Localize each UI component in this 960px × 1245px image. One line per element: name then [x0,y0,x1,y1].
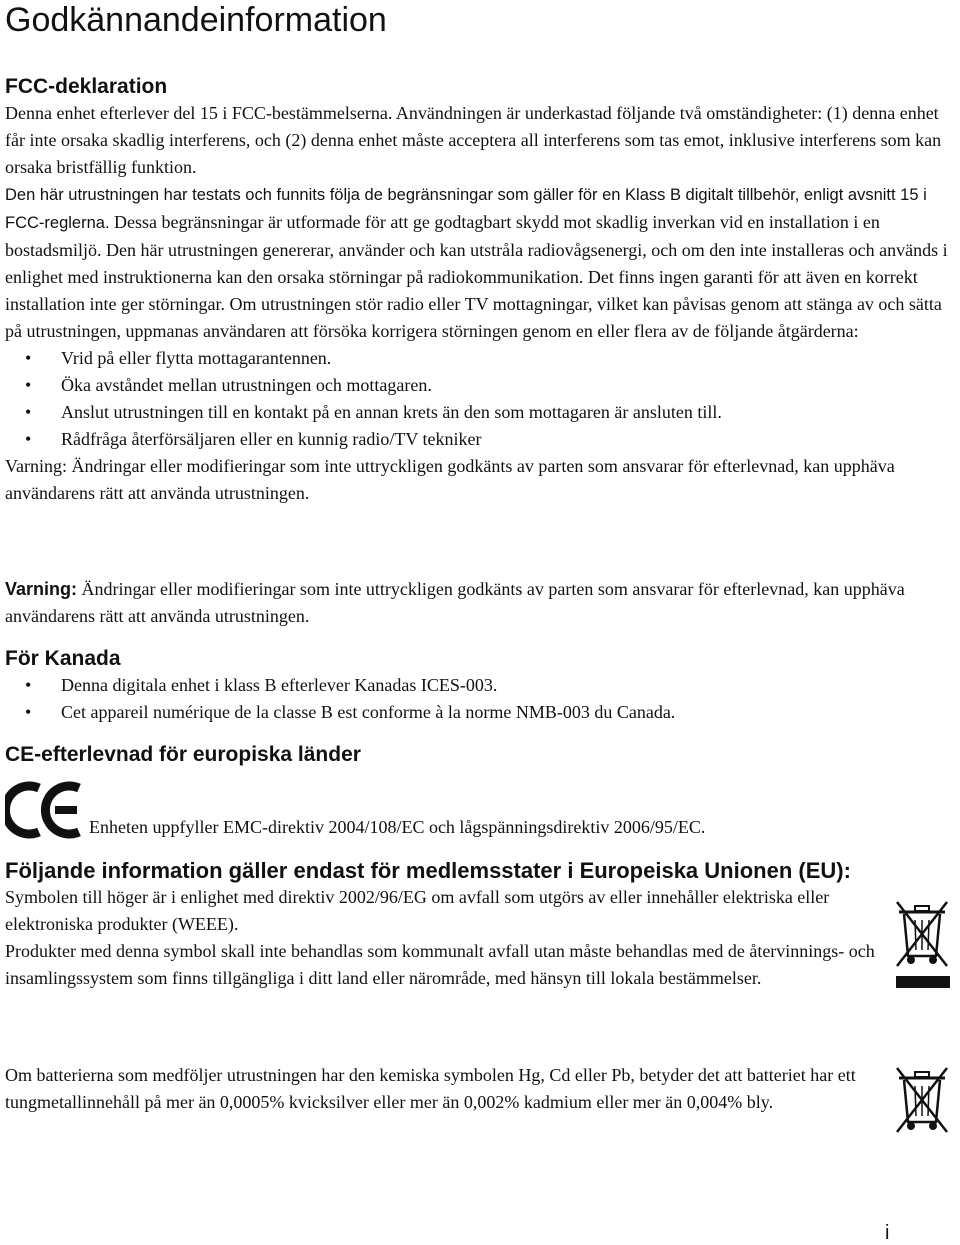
page-number: i [885,1222,890,1244]
list-item: • Anslut utrustningen till en kontakt på en annan krets än den som mottagaren är ansluten till. [5,399,953,426]
battery-bin-icon [893,1066,951,1134]
battery-paragraph: Om batterierna som medföljer utrustningen har den kemiska symbolen Hg, Cd eller Pb, betyder det att batteriet har ett tungmetallinnehåll på mer än 0,0005% kvicksilver eller mer än 0,002% kadmium eller mer än 0,004% bly. [5,1065,856,1112]
eu-section [5,858,953,992]
list-item: • Rådfråga återförsäljaren eller en kunnig radio/TV tekniker [5,426,953,453]
fcc-warning-plain: Varning: Ändringar eller modifieringar som inte uttryckligen godkänts av parten som ansvarar för efterlevnad, kan upphäva användarens rätt att använda utrustningen. [5,456,895,503]
eu-paragraph-1: Symbolen till höger är i enlighet med direktiv 2002/96/EG om avfall som utgörs av eller innehåller elektriska eller elektroniska produkter (WEEE). [5,887,830,934]
fcc-paragraph-2-sans: Den här utrustningen har testats och funnits följa de begränsningar som gäller för en Klass B digitalt tillbehör, enligt avsnitt 15 i FCC-reglerna. [5,186,927,232]
eu-paragraph-2: Produkter med denna symbol skall inte behandlas som kommunalt avfall utan måste behandlas med de återvinnings- och insamlingssystem som finns tillgängliga i ditt land eller närområde, med hänsyn till lokala bestämmelser. [5,941,875,988]
fcc-paragraph-1: Denna enhet efterlever del 15 i FCC-bestämmelserna. Användningen är underkastad följande två omständigheter: (1) denna enhet får inte orsaka skadlig interferens, och (2) denna enhet måste acceptera all interferens som tas emot, inklusive interferens som kan orsaka bristfällig funktion. [5,103,942,177]
eu-text-block [5,884,885,992]
fcc-heading: FCC-deklaration [5,75,168,98]
list-item: • Cet appareil numérique de la classe B est conforme à la norme NMB-003 du Canada. [5,699,953,726]
ce-section [5,742,953,848]
weee-bar [896,976,950,988]
ce-text: Enheten uppfyller EMC-direktiv 2004/108/EC och lågspänningsdirektiv 2006/95/EC. [89,817,706,837]
canada-bullet-list [5,672,953,726]
warning-paragraph [5,576,953,630]
ce-mark-icon [5,780,83,840]
warning-text: Ändringar eller modifieringar som inte uttryckligen godkänts av parten som ansvarar för efterlevnad, kan upphäva användarens rätt att använda utrustningen. [5,579,905,626]
ce-heading: CE-efterlevnad för europiska länder [5,743,361,766]
eu-heading: Följande information gäller endast för medlemsstater i Europeiska Unionen (EU): [5,858,851,883]
fcc-bullet-list [5,345,953,453]
canada-heading: För Kanada [5,647,121,670]
warning-label: Varning: [5,579,78,599]
list-item: • Vrid på eller flytta mottagarantennen. [5,345,953,372]
list-item: • Öka avståndet mellan utrustningen och mottagaren. [5,372,953,399]
list-item: • Denna digitala enhet i klass B efterlever Kanadas ICES-003. [5,672,953,699]
fcc-paragraph-2-rest: Dessa begränsningar är utformade för att ge godtagbart skydd mot skadlig inverkan vid en installation i en bostadsmiljö. Den här utrustningen genererar, använder och kan utstråla radiovågsenergi, och om den inte installeras och används i enlighet med instruktionerna kan den orsaka störningar på radiokommunikation. Det finns ingen garanti för att även en korrekt installation inte ger störningar. Om utrustningen stör radio eller TV mottagningar, vilket kan påvisas genom att stänga av och sätta på utrustningen, uppmanas användaren att försöka korrigera störningen genom en eller flera av de följande åtgärderna: [5,212,948,341]
canada-section [5,646,953,726]
page-title: Godkännandeinformation [5,1,387,39]
fcc-section [5,74,953,507]
warning-section [5,576,953,630]
weee-bin-icon [893,900,951,968]
fcc-paragraph-2 [5,181,953,345]
ce-row [5,778,953,848]
